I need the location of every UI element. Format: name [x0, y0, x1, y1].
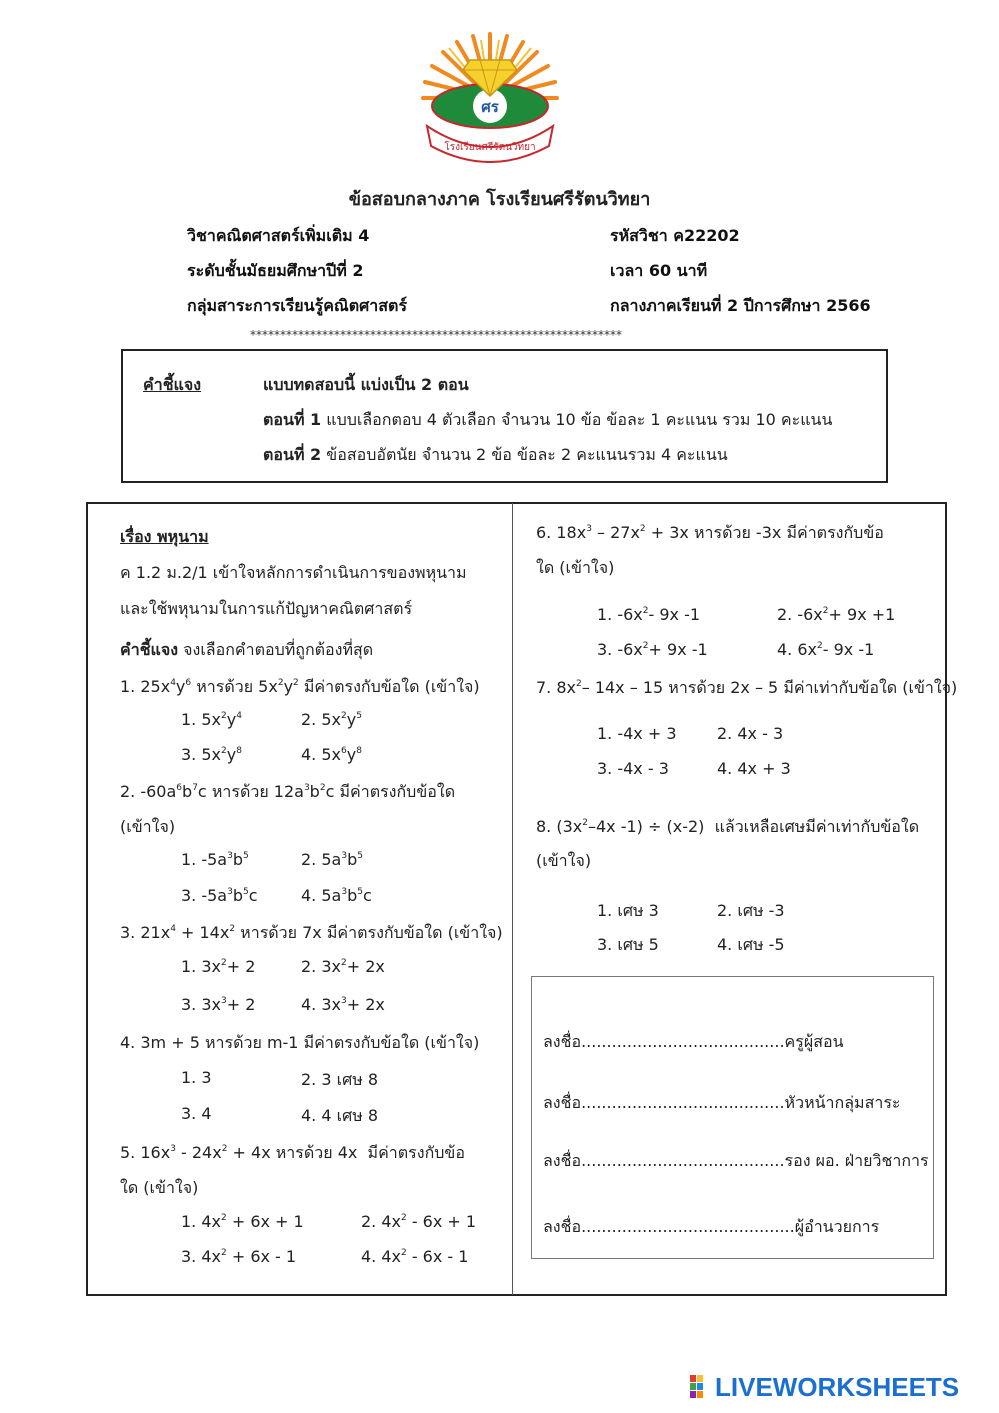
- instructions-part2: [263, 443, 728, 468]
- liveworksheets-icon: [690, 1375, 712, 1399]
- q2-option-3[interactable]: 3. $-5a^3b^5c$: [181, 886, 258, 905]
- q3-option-4[interactable]: 4. $3x^3+ 2x$: [301, 995, 385, 1014]
- q6-option-4[interactable]: 4. $6x^2-$ 9x -1: [777, 640, 875, 659]
- signature-director: ลงชื่อ..........................................ผู้อำนวยการ: [543, 1217, 880, 1236]
- q5-option-2[interactable]: 2. $4x^2 - 6x + 1$: [361, 1212, 477, 1231]
- q7-option-2[interactable]: 2. 4x - 3: [717, 724, 784, 743]
- signature-head: ลงชื่อ........................................หัวหน้ากลุ่มสาระ: [543, 1093, 901, 1112]
- q3-option-3[interactable]: 3. $3x^3+ 2$: [181, 995, 256, 1014]
- q3-option-1[interactable]: 1. $3x^2+ 2$: [181, 957, 256, 976]
- question-2-tag: (เข้าใจ): [120, 817, 176, 836]
- brand-text: LIVEWORKSHEETS: [715, 1372, 960, 1402]
- question-1: 1. $25x^4y^6$ หารด้วย $5x^2y^2$ มีค่าตรงกับข้อใด (เข้าใจ): [120, 677, 480, 696]
- standard-line1: ค 1.2 ม.2/1 เข้าใจหลักการดำเนินการของพหุนาม: [120, 563, 467, 582]
- part1-text: แบบเลือกตอบ 4 ตัวเลือก จำนวน 10 ข้อ ข้อละ 1 คะแนน รวม 10 คะแนน: [321, 410, 833, 429]
- liveworksheets-logo: [690, 1372, 959, 1403]
- q4-option-3[interactable]: 3. 4: [181, 1104, 212, 1123]
- q5-option-3[interactable]: 3. $4x^2 + 6x - 1$: [181, 1247, 297, 1266]
- q8-option-1[interactable]: 1. เศษ 3: [597, 901, 659, 920]
- q2-option-1[interactable]: 1. $-5a^3b^5$: [181, 850, 249, 869]
- question-6-cont: ใด (เข้าใจ): [536, 558, 615, 577]
- semester-info: กลางภาคเรียนที่ 2 ปีการศึกษา 2566: [610, 296, 871, 315]
- question-2: 2. $-60a^6b^7c$ หารด้วย $12a^3b^2c$ มีค่าตรงกับข้อใด: [120, 782, 456, 801]
- star-divider: **************************************************************: [250, 328, 622, 342]
- question-8-tag: (เข้าใจ): [536, 851, 592, 870]
- school-logo: [415, 28, 565, 163]
- instructions-label: คำชี้แจง: [143, 375, 202, 394]
- q8-option-3[interactable]: 3. เศษ 5: [597, 935, 659, 954]
- part2-text: ข้อสอบอัตนัย จำนวน 2 ข้อ ข้อละ 2 คะแนนรวม 4 คะแนน: [321, 445, 728, 464]
- q6-option-2[interactable]: 2. $-6x^2+ 9x +1$: [777, 605, 896, 624]
- q4-option-4[interactable]: 4. 4 เศษ 8: [301, 1106, 379, 1125]
- q3-option-2[interactable]: 2. $3x^2+ 2x$: [301, 957, 385, 976]
- grade-level: ระดับชั้นมัธยมศึกษาปีที่ 2: [187, 261, 364, 280]
- subject-group: กลุ่มสาระการเรียนรู้คณิตศาสตร์: [187, 296, 408, 315]
- logo-monogram: ศร: [481, 98, 499, 116]
- q4-option-2[interactable]: 2. 3 เศษ 8: [301, 1070, 379, 1089]
- question-3: 3. $21x^4 + 14x^2$ หารด้วย 7x มีค่าตรงกับข้อใด (เข้าใจ): [120, 923, 503, 942]
- question-6: 6. $18x^3 - 27x^2 + 3x$ หารด้วย -3x มีค่าตรงกับข้อ: [536, 523, 884, 542]
- q6-option-3[interactable]: 3. $-6x^2+ 9x$ -1: [597, 640, 708, 659]
- question-5-cont: ใด (เข้าใจ): [120, 1178, 199, 1197]
- question-8: 8. ($3x^2-4x$ -1) ÷ (x-2) แล้วเหลือเศษมีค่าเท่ากับข้อใด: [536, 817, 920, 836]
- q5-option-1[interactable]: 1. $4x^2 + 6x + 1$: [181, 1212, 304, 1231]
- q1-option-3[interactable]: 3. $5x^2y^8$: [181, 745, 242, 764]
- q2-option-2[interactable]: 2. $5a^3b^5$: [301, 850, 363, 869]
- column-divider: [512, 503, 513, 1295]
- directions: [120, 638, 373, 663]
- q8-option-4[interactable]: 4. เศษ -5: [717, 935, 785, 954]
- signature-teacher: ลงชื่อ........................................ครูผู้สอน: [543, 1032, 844, 1051]
- q7-option-3[interactable]: 3. -4x - 3: [597, 759, 669, 778]
- q1-option-2[interactable]: 2. $5x^2y^5$: [301, 710, 362, 729]
- part1-label: ตอนที่ 1: [263, 410, 322, 429]
- question-5: 5. $16x^3 - 24x^2 + 4x$ หารด้วย 4x มีค่าตรงกับข้อ: [120, 1143, 465, 1162]
- instructions-part1: [263, 408, 832, 433]
- q5-option-4[interactable]: 4. $4x^2 - 6x - 1$: [361, 1247, 469, 1266]
- instructions-line1: แบบทดสอบนี้ แบ่งเป็น 2 ตอน: [263, 375, 469, 394]
- question-7: 7. $8x^2-$ 14x – 15 หารด้วย 2x – 5 มีค่าเท่ากับข้อใด (เข้าใจ): [536, 678, 958, 697]
- q7-option-4[interactable]: 4. 4x + 3: [717, 759, 791, 778]
- exam-duration: เวลา 60 นาที: [610, 261, 708, 280]
- q6-option-1[interactable]: 1. $-6x^2-$ 9x -1: [597, 605, 701, 624]
- q4-option-1[interactable]: 1. 3: [181, 1068, 212, 1087]
- subject-name: วิชาคณิตศาสตร์เพิ่มเติม 4: [187, 226, 370, 245]
- logo-school-name: โรงเรียนศรีรัตนวิทยา: [444, 142, 536, 153]
- directions-label: คำชี้แจง: [120, 640, 179, 659]
- subject-code: รหัสวิชา ค22202: [610, 226, 740, 245]
- topic-title: เรื่อง พหุนาม: [120, 527, 209, 546]
- question-4: 4. 3m + 5 หารด้วย m-1 มีค่าตรงกับข้อใด (เข้าใจ): [120, 1033, 480, 1052]
- q7-option-1[interactable]: 1. -4x + 3: [597, 724, 677, 743]
- q8-option-2[interactable]: 2. เศษ -3: [717, 901, 785, 920]
- exam-title: ข้อสอบกลางภาค โรงเรียนศรีรัตนวิทยา: [348, 189, 651, 210]
- part2-label: ตอนที่ 2: [263, 445, 322, 464]
- signature-deputy: ลงชื่อ........................................รอง ผอ. ฝ่ายวิชาการ: [543, 1151, 929, 1170]
- q1-option-1[interactable]: 1. $5x^2y^4$: [181, 710, 242, 729]
- q2-option-4[interactable]: 4. $5a^3b^5c$: [301, 886, 372, 905]
- standard-line2: และใช้พหุนามในการแก้ปัญหาคณิตศาสตร์: [120, 599, 413, 618]
- directions-text: จงเลือกคำตอบที่ถูกต้องที่สุด: [178, 640, 374, 659]
- q1-option-4[interactable]: 4. $5x^6y^8$: [301, 745, 362, 764]
